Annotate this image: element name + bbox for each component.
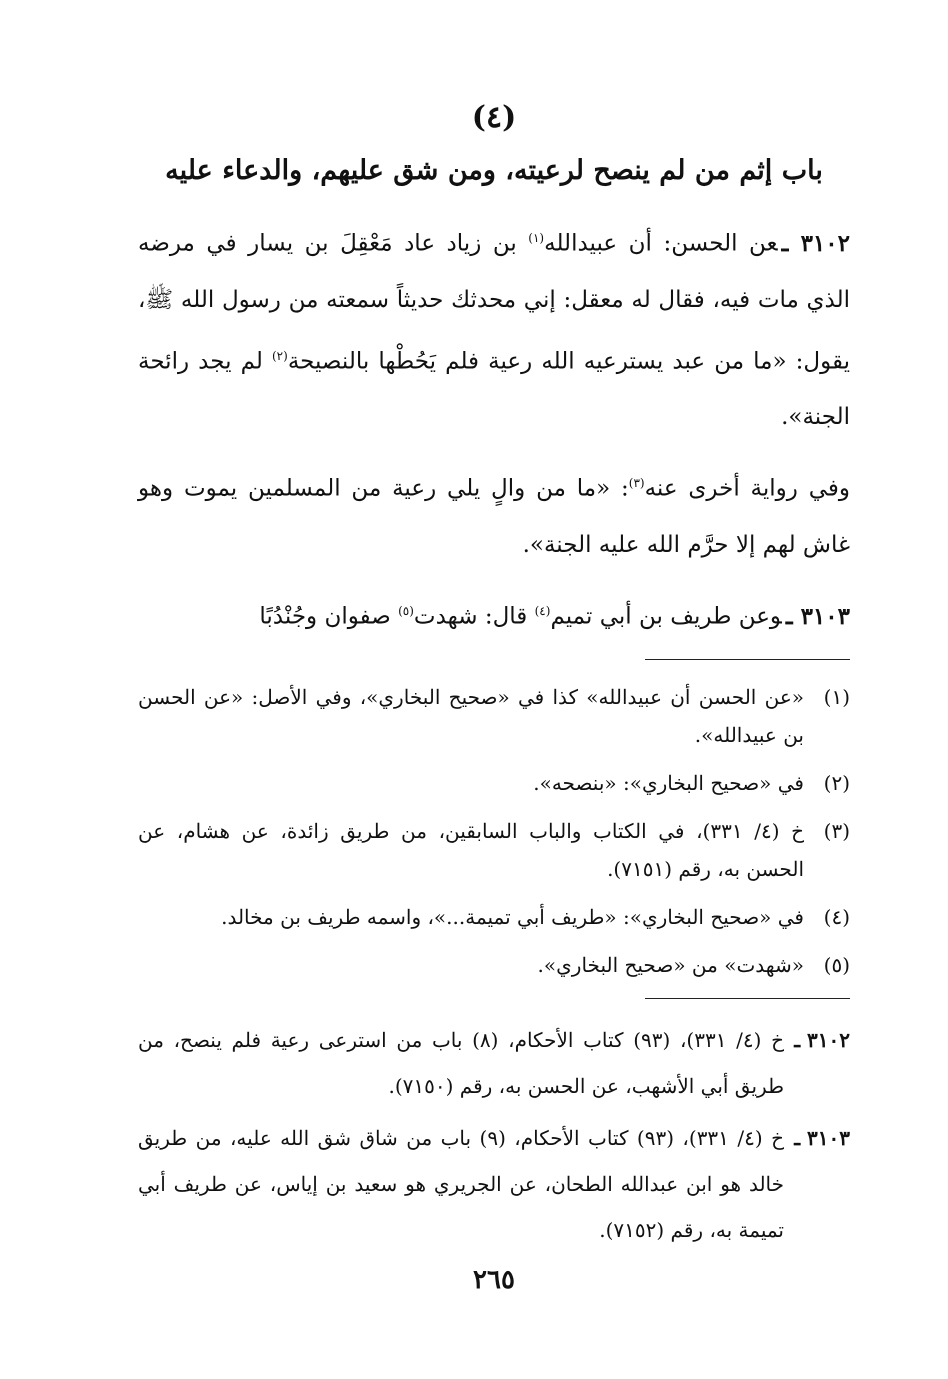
footnote-text: في «صحيح البخاري»: «بنصحه». [533, 770, 804, 795]
footnote [138, 898, 850, 936]
footnote-text: في «صحيح البخاري»: «طريف أبي تميمة...»، واسمه طريف بن مخالد. [221, 904, 804, 929]
page-number: ٢٦٥ [473, 1264, 515, 1295]
footnotes-divider [645, 659, 850, 660]
footnote [138, 946, 850, 984]
hadith-text: عن الحسن: أن عبيدالله [544, 230, 778, 257]
footnote [138, 678, 850, 754]
hadith-text: صفوان وجُنْدُبًا [259, 603, 399, 630]
footnote-ref: (١) [528, 231, 545, 245]
hadith-paragraph [138, 583, 850, 645]
chapter-title: باب إثم من لم ينصح لرعيته، ومن شق عليهم، والدعاء عليه [165, 155, 823, 186]
footnote-number: (١) [823, 684, 850, 709]
hadith-text: وعن طريف بن أبي تميم [550, 603, 782, 630]
book-page [138, 100, 850, 1295]
sources-divider [645, 998, 850, 999]
footnote-text: خ (٤/ ٣٣١)، في الكتاب والباب السابقين، من طريق زائدة، عن هشام، عن الحسن به، رقم (٧١٥١). [138, 818, 804, 881]
footnote [138, 764, 850, 802]
footnote-ref: (٤) [534, 603, 551, 618]
source-number: ٣١٠٣ ـ [794, 1125, 850, 1150]
source-text: خ (٤/ ٣٣١)، (٩٣) كتاب الأحكام، (٨) باب من استرعى رعية فلم ينصح، من طريق أبي الأشهب، عن الحسن به، رقم (٧١٥٠). [138, 1027, 784, 1098]
footnote-number: (٤) [823, 904, 850, 929]
footnote [138, 812, 850, 888]
footnote-number: (٣) [823, 818, 850, 843]
sources [138, 1017, 850, 1253]
chapter-number: (٤) [471, 100, 517, 135]
hadith-number: ٣١٠٢ ـ [781, 229, 850, 257]
hadith-text: : «ما من والٍ يلي رعية من المسلمين يموت وهو غاش لهم إلا حرَّم الله عليه الجنة». [138, 475, 850, 558]
footnote-ref: (٥) [398, 603, 414, 618]
footnote-ref: (٢) [271, 348, 288, 363]
hadith-paragraph [138, 455, 850, 573]
source-text: خ (٤/ ٣٣١)، (٩٣) كتاب الأحكام، (٩) باب من شاق شق الله عليه، من طريق خالد هو ابن عبدالله الطحان، عن الجريري هو سعيد بن إياس، عن طريف أبي تميمة به، رقم (٧١٥٢). [138, 1125, 784, 1242]
main-text [138, 210, 850, 645]
source-number: ٣١٠٢ ـ [794, 1027, 850, 1052]
hadith-text: وفي رواية أخرى عنه [644, 475, 850, 502]
source-reference [138, 1115, 850, 1253]
source-reference [138, 1017, 850, 1109]
hadith-paragraph [138, 210, 850, 445]
hadith-text: بن زياد عاد مَعْقِلَ بن يسار في مرضه الذي مات فيه، فقال له معقل: إني محدثك حديثاً سمعته من رسول الله ﷺ، يقول: «ما من عبد يسترعيه الله رعية فلم يَحُطْها بالنصيحة [138, 230, 850, 375]
footnote-text: «شهدت» من «صحيح البخاري». [537, 952, 804, 977]
footnote-ref: (٣) [628, 476, 645, 491]
footnote-number: (٢) [823, 770, 850, 795]
footnote-number: (٥) [823, 952, 850, 977]
hadith-text: لم يجد رائحة الجنة». [138, 348, 850, 431]
footnote-text: «عن الحسن أن عبيدالله» كذا في «صحيح البخاري»، وفي الأصل: «عن الحسن بن عبيدالله». [138, 684, 804, 747]
footnotes [138, 678, 850, 984]
hadith-text: قال: شهدت [413, 603, 535, 630]
hadith-number: ٣١٠٣ ـ [785, 602, 850, 630]
